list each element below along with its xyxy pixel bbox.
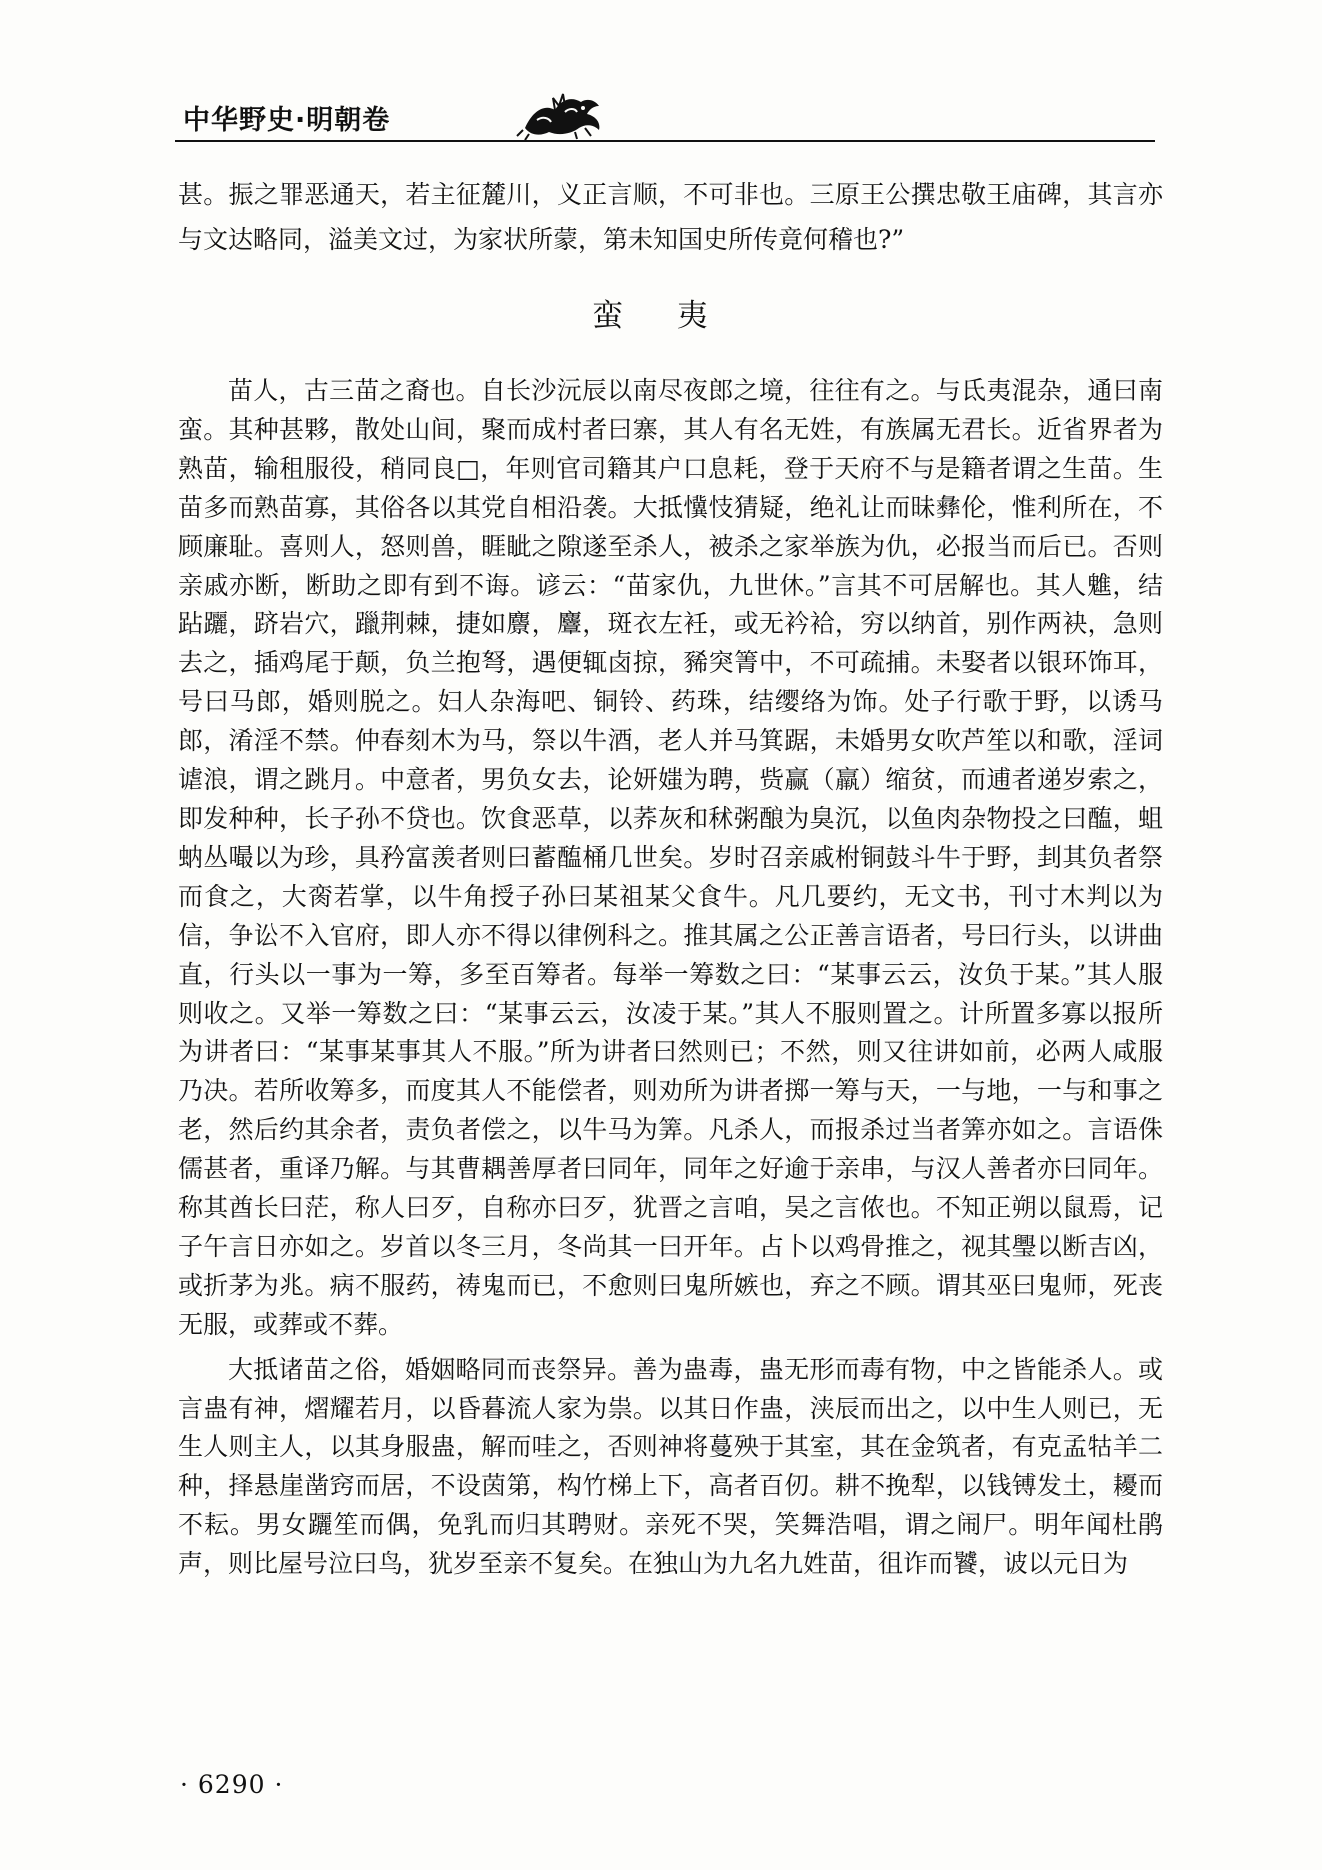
dragon-emblem-icon (515, 90, 607, 140)
book-title: 中华野史·明朝卷 (183, 105, 391, 136)
paragraph: 大抵诸苗之俗，婚姻略同而丧祭异。善为蛊毒，蛊无形而毒有物，中之皆能杀人。或言蛊有神，熠耀若月，以昏暮流人家为祟。以其日作蛊，浃辰而出之，以中生人则已，无生人则主人，以其身服蛊，解而哇之，否则神将蔓殃于其室，其在金筑者，有克孟牯羊二种，择悬崖凿窍而居，不设茵第，构竹梯上下，高者百仞。耕不挽犁，以钱镈发土，耰而不耘。男女躧笙而偶，免乳而归其聘财。亲死不哭，笑舞浩唱，谓之闹尸。明年闻杜鹃声，则比屋号泣曰鸟，犹岁至亲不复矣。在独山为九名九姓苗，徂诈而饕，诐以元日为 (178, 1354, 1163, 1579)
paragraph: 苗人，古三苗之裔也。自长沙沅辰以南尽夜郎之境，往往有之。与氐夷混杂，通曰南蛮。其种甚夥，散处山间，聚而成村者曰寨，其人有名无姓，有族属无君长。近省界者为熟苗，输租服役，稍同良□，年则官司籍其户口息耗，登于天府不与是籍者谓之生苗。生苗多而熟苗寡，其俗各以其党自相沿袭。大抵懻忮猜疑，绝礼让而昧彝伦，惟利所在，不顾廉耻。喜则人，怒则兽，睚眦之隙遂至杀人，被杀之家举族为仇，必报当而后已。否则亲戚亦断，断助之即有到不诲。谚云：“苗家仇，九世休。”言其不可居解也。其人魋，结跕躧，跻岩穴，躐荆棘，捷如麖，麞，斑衣左衽，或无衿袷，穷以纳首，别作两袂，急则去之，插鸡尾于颠，负兰抱弩，遇便辄卤掠，豨突箐中，不可疏捕。未娶者以银环饰耳，号曰马郎，婚则脱之。妇人杂海吧、铜铃、药珠，结缨络为饰。处子行歌于野，以诱马郎，淆淫不禁。仲春刻木为马，祭以牛酒，老人并马箕踞，未婚男女吹芦笙以和歌，淫词谑浪，谓之跳月。中意者，男负女去，论妍媸为聘，赀赢（羸）缩贫，而逋者递岁索之，即发种种，长子孙不贷也。饮食恶草，以荞灰和秫粥酿为臭沉，以鱼肉杂物投之曰醢，蛆蚋丛嘬以为珍，具矜富羡者则曰蓄醢桶几世矣。岁时召亲戚柎铜鼓斗牛于野，刲其负者祭而食之，大脔若掌，以牛角授子孙曰某祖某父食牛。凡几要约，无文书，刊寸木判以为信，争讼不入官府，即人亦不得以律例科之。推其属之公正善言语者，号曰行头，以讲曲直，行头以一事为一筹，多至百筹者。每举一筹数之曰：“某事云云，汝负于某。”其人服则收之。又举一筹数之曰：“某事云云，汝凌于某。”其人不服则置之。计所置多寡以报所为讲者曰：“某事某事其人不服。”所为讲者曰然则已；不然，则又往讲如前，必两人咸服乃决。若所收筹多，而度其人不能偿者，则劝所为讲者掷一筹与天，一与地，一与和事之老，然后约其余者，责负者偿之，以牛马为筭。凡杀人，而报杀过当者筭亦如之。言语侏儒甚者，重译乃解。与其曹耦善厚者曰同年，同年之好逾于亲串，与汉人善者亦曰同年。称其酋长曰茫，称人曰歹，自称亦曰歹，犹晋之言咱，吴之言侬也。不知正朔以鼠焉，记子午言日亦如之。岁首以冬三月，冬尚其一曰开年。占卜以鸡骨推之，视其璺以断吉凶，或折茅为兆。病不服药，祷鬼而已，不愈则曰鬼所嫉也，弃之不顾。谓其巫曰鬼师，死丧无服，或葬或不葬。 (178, 376, 1163, 1339)
section-title: 蛮 夷 (592, 298, 730, 334)
section-body (178, 372, 1163, 1584)
continuation-paragraph: 甚。振之罪恶通天，若主征麓川，义正言顺，不可非也。三原王公撰忠敬王庙碑，其言亦与文达略同，溢美文过，为家状所蒙，第未知国史所传竟何稽也?” (178, 180, 1163, 254)
header-rule (175, 140, 1155, 142)
running-header (175, 90, 1155, 150)
page-number: · 6290 · (180, 1770, 284, 1799)
